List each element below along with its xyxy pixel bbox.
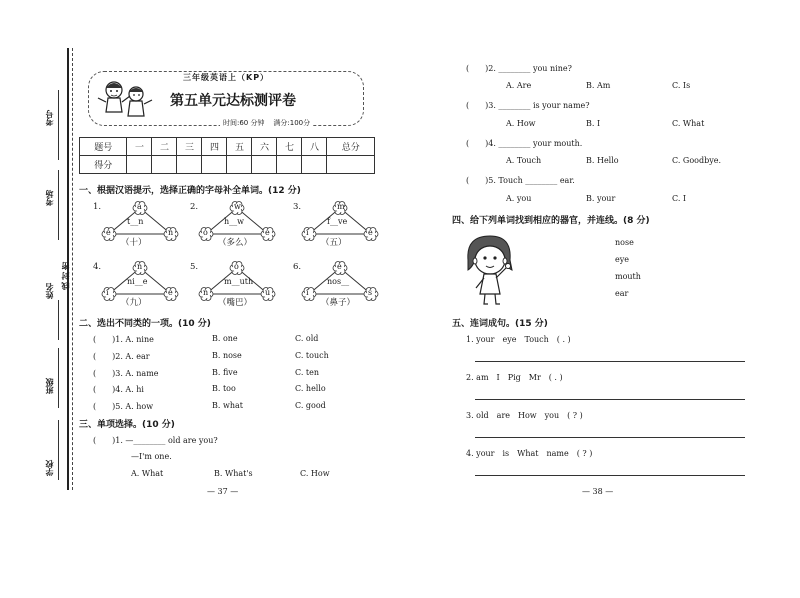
organ-word-mouth[interactable]: mouth bbox=[615, 272, 641, 281]
organ-word-nose[interactable]: nose bbox=[615, 238, 634, 247]
s2-q1-c: C. old bbox=[295, 334, 319, 343]
s3-q2-stem[interactable]: ( )2. ________ you nine? bbox=[466, 64, 572, 73]
label-class: 班级 bbox=[45, 378, 54, 394]
s5-q1: 1. your eye Touch ( . ) bbox=[466, 335, 571, 344]
score-table-score-row bbox=[80, 156, 375, 174]
s2-q1-b: B. one bbox=[212, 334, 238, 343]
s3-q2-a: A. Are bbox=[506, 81, 532, 90]
cut-label-3: 线 bbox=[61, 282, 70, 290]
triangle-number: 2. bbox=[190, 202, 199, 212]
s2-q5-b: B. what bbox=[212, 401, 243, 410]
exam-number-line bbox=[58, 90, 59, 160]
score-header-cell: 六 bbox=[252, 138, 277, 156]
triangle-letter-left: n bbox=[203, 288, 209, 297]
score-header-cell: 一 bbox=[127, 138, 152, 156]
s3-q2-c: C. Is bbox=[672, 81, 691, 90]
kids-illustration-icon bbox=[96, 76, 154, 120]
section2-title: 二、选出不同类的一项。(10 分) bbox=[79, 319, 211, 329]
s3-q3-b: B. I bbox=[586, 119, 601, 128]
section3-title: 三、单项选择。(10 分) bbox=[79, 420, 175, 430]
score-table bbox=[79, 137, 375, 174]
triangle-word-blank[interactable]: m__uth bbox=[224, 277, 254, 286]
triangle-number: 4. bbox=[93, 262, 102, 272]
label-school: 学校 bbox=[45, 460, 54, 476]
s3-q5-c: C. I bbox=[672, 194, 687, 203]
triangle-chinese-hint: （九） bbox=[121, 298, 147, 308]
triangle-chinese-hint: （鼻子） bbox=[321, 298, 356, 308]
triangle-word-blank[interactable]: t__n bbox=[127, 217, 144, 226]
s5-answer-line-1[interactable] bbox=[475, 361, 745, 362]
triangle-chinese-hint: （嘴巴） bbox=[218, 298, 253, 308]
s3-q1-stem[interactable]: ( )1. —________ old are you? bbox=[93, 436, 218, 445]
section1-title: 一、根据汉语提示，选择正确的字母补全单词。(12 分) bbox=[79, 186, 301, 196]
score-header-cell: 总分 bbox=[327, 138, 375, 156]
score-header-cell: 四 bbox=[202, 138, 227, 156]
triangle-letter-left: i bbox=[306, 228, 309, 237]
triangle-word-blank[interactable]: f__ve bbox=[327, 217, 348, 226]
cut-label-2: 封 bbox=[61, 272, 70, 280]
s2-q3[interactable]: ( )3. A. name bbox=[93, 369, 159, 378]
s3-q1-reply: —I'm one. bbox=[131, 452, 172, 461]
triangle-letter-right: e bbox=[265, 228, 270, 237]
s2-q4-b: B. too bbox=[212, 384, 236, 393]
organ-word-eye[interactable]: eye bbox=[615, 255, 629, 264]
triangle-word-blank[interactable]: nos__ bbox=[327, 277, 350, 286]
s2-q5[interactable]: ( )5. A. how bbox=[93, 402, 154, 411]
page-title: 第五单元达标测评卷 bbox=[170, 93, 296, 109]
s3-q3-c: C. What bbox=[672, 119, 705, 128]
triangle-chinese-hint: （多么） bbox=[218, 238, 253, 248]
s2-q2-b: B. nose bbox=[212, 351, 242, 360]
s3-q1-c: C. How bbox=[300, 469, 330, 478]
s3-q5-stem[interactable]: ( )5. Touch ________ ear. bbox=[466, 176, 575, 185]
s5-q3: 3. old are How you ( ? ) bbox=[466, 411, 583, 420]
triangle-number: 6. bbox=[293, 262, 302, 272]
s3-q1-a: A. What bbox=[131, 469, 164, 478]
s3-q5-b: B. your bbox=[586, 194, 616, 203]
triangle-letter-left: o bbox=[203, 228, 208, 237]
triangle-number: 5. bbox=[190, 262, 199, 272]
time-label: 时间:60 分钟 bbox=[223, 119, 265, 127]
score-row-label: 得分 bbox=[80, 156, 127, 174]
s3-q4-c: C. Goodbye. bbox=[672, 156, 721, 165]
s3-q5-a: A. you bbox=[506, 194, 532, 203]
s2-q2[interactable]: ( )2. A. ear bbox=[93, 352, 150, 361]
triangle-number: 1. bbox=[93, 202, 102, 212]
triangle-letter-right: e bbox=[168, 288, 173, 297]
triangle-chinese-hint: （五） bbox=[321, 238, 347, 248]
grade-label: 三年级英语上（KP） bbox=[180, 72, 272, 83]
girl-illustration-icon bbox=[460, 232, 522, 308]
triangle-letter-right: n bbox=[168, 228, 174, 237]
triangle-letter-right: u bbox=[265, 288, 271, 297]
s3-q3-a: A. How bbox=[506, 119, 536, 128]
label-name: 姓名 bbox=[45, 283, 54, 299]
s3-q3-stem[interactable]: ( )3. ________ is your name? bbox=[466, 101, 590, 110]
section4-title: 四、给下列单词找到相应的器官，并连线。(8 分) bbox=[452, 216, 650, 226]
s3-q4-stem[interactable]: ( )4. ________ your mouth. bbox=[466, 139, 583, 148]
label-exam-number: 考号 bbox=[45, 110, 54, 126]
score-cell[interactable] bbox=[152, 156, 177, 174]
s5-answer-line-4[interactable] bbox=[475, 475, 745, 476]
score-header-cell: 五 bbox=[227, 138, 252, 156]
score-cell[interactable] bbox=[202, 156, 227, 174]
name-line bbox=[58, 300, 59, 340]
score-header-cell: 三 bbox=[177, 138, 202, 156]
triangle-word-blank[interactable]: ni__e bbox=[127, 277, 148, 286]
cut-label-1: 密 bbox=[61, 262, 70, 270]
triangle-letter-right: e bbox=[368, 228, 373, 237]
triangle-letter-right: s bbox=[368, 288, 373, 297]
s3-q2-b: B. Am bbox=[586, 81, 611, 90]
score-cell[interactable] bbox=[227, 156, 252, 174]
organ-word-ear[interactable]: ear bbox=[615, 289, 629, 298]
triangle-word-blank[interactable]: h__w bbox=[224, 217, 244, 226]
exam-room-line bbox=[58, 170, 59, 240]
triangle-letter-left: i bbox=[306, 288, 309, 297]
score-cell[interactable] bbox=[127, 156, 152, 174]
page-number-left: — 37 — bbox=[207, 487, 239, 496]
s2-q1[interactable]: ( )1. A. nine bbox=[93, 335, 154, 344]
triangle-letter-top: w bbox=[234, 202, 241, 211]
class-line bbox=[58, 348, 59, 408]
score-label: 满分:100分 bbox=[273, 119, 311, 127]
triangle-chinese-hint: （十） bbox=[121, 238, 147, 248]
score-cell[interactable] bbox=[327, 156, 375, 174]
s2-q4[interactable]: ( )4. A. hi bbox=[93, 385, 144, 394]
s5-q4: 4. your is What name ( ? ) bbox=[466, 449, 593, 458]
score-header-cell: 七 bbox=[277, 138, 302, 156]
s2-q4-c: C. hello bbox=[295, 384, 326, 393]
s2-q2-c: C. touch bbox=[295, 351, 329, 360]
section5-title: 五、连词成句。(15 分) bbox=[452, 319, 548, 329]
s3-q4-b: B. Hello bbox=[586, 156, 619, 165]
s2-q3-c: C. ten bbox=[295, 368, 320, 377]
label-exam-room: 考场 bbox=[45, 190, 54, 206]
s3-q4-a: A. Touch bbox=[506, 156, 542, 165]
score-cell[interactable] bbox=[302, 156, 327, 174]
triangle-letter-top: m bbox=[337, 202, 345, 211]
triangle-letter-top: a bbox=[137, 202, 142, 211]
score-header-cell: 题号 bbox=[80, 138, 127, 156]
s5-q2: 2. am I Pig Mr ( . ) bbox=[466, 373, 563, 382]
triangle-letter-left: e bbox=[106, 228, 111, 237]
page-number-right: — 38 — bbox=[582, 487, 614, 496]
triangle-letter-top: o bbox=[234, 262, 239, 271]
triangle-number: 3. bbox=[293, 202, 302, 212]
score-table-header-row bbox=[80, 138, 375, 156]
s2-q5-c: C. good bbox=[295, 401, 326, 410]
score-header-cell: 八 bbox=[302, 138, 327, 156]
s5-answer-line-3[interactable] bbox=[475, 437, 745, 438]
triangle-letter-top: n bbox=[137, 262, 143, 271]
school-line bbox=[58, 420, 59, 480]
triangle-letter-top: e bbox=[337, 262, 342, 271]
score-cell[interactable] bbox=[177, 156, 202, 174]
s3-q1-b: B. What's bbox=[214, 469, 253, 478]
time-score-line bbox=[220, 118, 313, 128]
s2-q3-b: B. five bbox=[212, 368, 238, 377]
score-cell[interactable] bbox=[277, 156, 302, 174]
s5-answer-line-2[interactable] bbox=[475, 399, 745, 400]
triangle-letter-left: i bbox=[106, 288, 109, 297]
score-header-cell: 二 bbox=[152, 138, 177, 156]
score-cell[interactable] bbox=[252, 156, 277, 174]
binding-dashed-line bbox=[72, 48, 73, 490]
